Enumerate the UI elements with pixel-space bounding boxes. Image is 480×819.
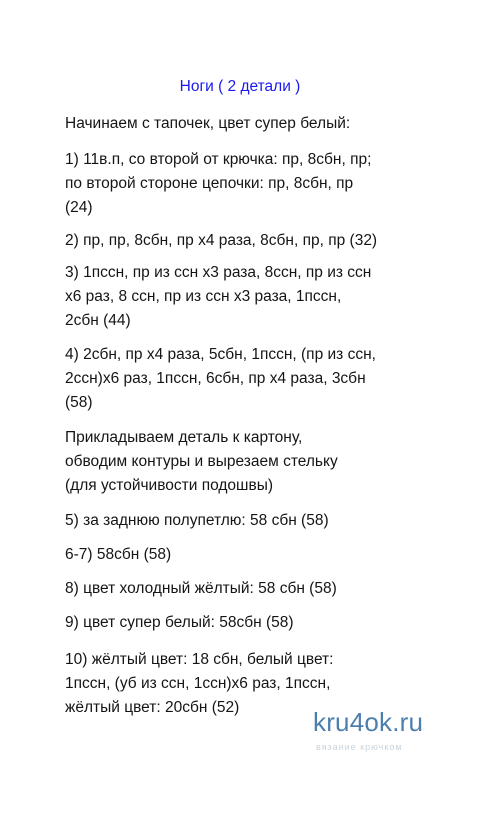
text-line: 4) 2сбн, пр х4 раза, 5сбн, 1пссн, (пр из ссн, — [65, 346, 376, 363]
text-line: жёлтый цвет: 20сбн (52) — [65, 699, 240, 716]
paragraph-row-1 — [65, 148, 465, 220]
text-line: Начинаем с тапочек, цвет супер белый: — [65, 115, 351, 132]
paragraph-insole-note — [65, 426, 465, 498]
text-line: обводим контуры и вырезаем стельку — [65, 453, 338, 470]
paragraph-row-2 — [65, 229, 465, 253]
paragraph-row-4 — [65, 343, 465, 415]
text-line: Прикладываем деталь к картону, — [65, 429, 303, 446]
paragraph-row-5 — [65, 509, 465, 533]
text-line: 6-7) 58сбн (58) — [65, 546, 172, 563]
text-line: (58) — [65, 394, 93, 411]
text-line: 9) цвет супер белый: 58сбн (58) — [65, 614, 294, 631]
text-line: 1) 11в.п, со второй от крючка: пр, 8сбн, пр; — [65, 151, 372, 168]
text-line: (для устойчивости подошвы) — [65, 477, 274, 494]
text-line: по второй стороне цепочки: пр, 8сбн, пр — [65, 175, 354, 192]
text-line: 8) цвет холодный жёлтый: 58 сбн (58) — [65, 580, 337, 597]
text-line: 3) 1пссн, пр из ссн х3 раза, 8ссн, пр из ссн — [65, 264, 372, 281]
text-line: 5) за заднюю полупетлю: 58 сбн (58) — [65, 512, 329, 529]
text-line: х6 раз, 8 ссн, пр из ссн х3 раза, 1пссн, — [65, 288, 342, 305]
site-watermark: kru4ok.ru — [313, 707, 424, 737]
text-line: 10) жёлтый цвет: 18 сбн, белый цвет: — [65, 651, 334, 668]
paragraph-row-8 — [65, 577, 465, 601]
site-watermark-subtitle: вязание крючком — [316, 742, 403, 752]
text-line: 1пссн, (уб из ссн, 1ссн)х6 раз, 1пссн, — [65, 675, 331, 692]
paragraph-row-6-7 — [65, 543, 465, 567]
paragraph-intro — [65, 112, 465, 136]
text-line: 2сбн (44) — [65, 312, 131, 329]
document-title: Ноги ( 2 детали ) — [179, 78, 301, 95]
text-line: 2) пр, пр, 8сбн, пр х4 раза, 8сбн, пр, пр (32) — [65, 232, 378, 249]
text-line: (24) — [65, 199, 93, 216]
paragraph-row-3 — [65, 261, 465, 333]
text-line: 2ссн)х6 раз, 1пссн, 6сбн, пр х4 раза, 3сбн — [65, 370, 366, 387]
paragraph-row-9 — [65, 611, 465, 635]
